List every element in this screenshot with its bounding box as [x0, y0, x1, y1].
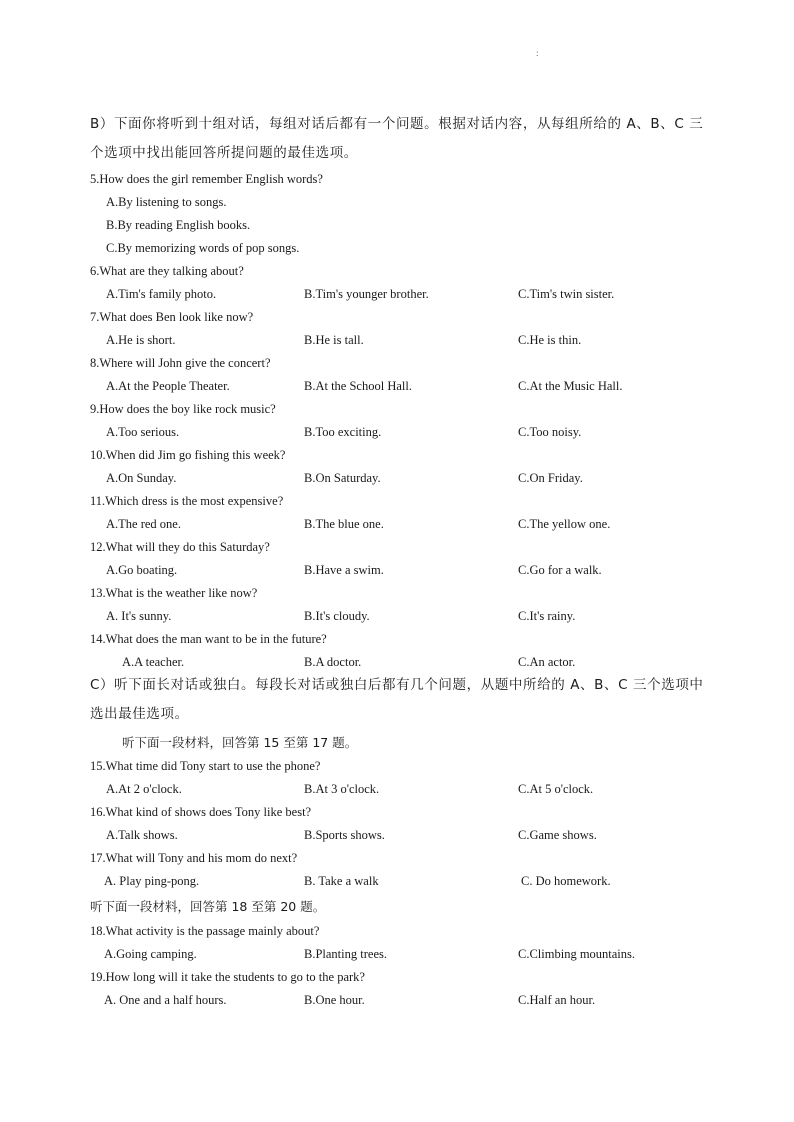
question-19: 19.How long will it take the students to go to the park? [90, 970, 365, 984]
question-6: 6.What are they talking about? [90, 264, 244, 278]
question-14: 14.What does the man want to be in the future? [90, 632, 327, 646]
q9-option-a: A.Too serious. [106, 425, 180, 439]
subsection-1-instructions: 听下面一段材料，回答第 15 至第 17 题。 [122, 735, 358, 750]
q18-option-c: C.Climbing mountains. [518, 947, 636, 961]
q8-option-c: C.At the Music Hall. [518, 379, 623, 393]
section-b-instructions: B）下面你将听到十组对话，每组对话后都有一个问题。根据对话内容，从每组所给的 A、B、C 三个选项中找出能回答所提问题的最佳选项。 [90, 116, 704, 161]
q9-option-c: C.Too noisy. [518, 425, 582, 439]
q18-option-a: A.Going camping. [104, 947, 197, 961]
question-11: 11.Which dress is the most expensive? [90, 494, 284, 508]
q10-option-a: A.On Sunday. [106, 471, 177, 485]
q19-option-c: C.Half an hour. [518, 993, 596, 1007]
section-c-instructions: C）听下面长对话或独白。每段长对话或独白后都有几个问题，从题中所给的 A、B、C 三个选项中选出最佳选项。 [90, 677, 704, 722]
q10-option-c: C.On Friday. [518, 471, 583, 485]
q7-option-c: C.He is thin. [518, 333, 582, 347]
q10-option-b: B.On Saturday. [304, 471, 381, 485]
question-17: 17.What will Tony and his mom do next? [90, 851, 298, 865]
q16-option-c: C.Game shows. [518, 828, 597, 842]
q15-option-b: B.At 3 o'clock. [304, 782, 380, 796]
question-16: 16.What kind of shows does Tony like best? [90, 805, 312, 819]
q17-option-c: C. Do homework. [521, 874, 611, 888]
q18-option-b: B.Planting trees. [304, 947, 387, 961]
q6-option-c: C.Tim's twin sister. [518, 287, 615, 301]
q5-option-c: C.By memorizing words of pop songs. [106, 241, 300, 255]
q17-option-a: A. Play ping-pong. [104, 874, 200, 888]
question-18: 18.What activity is the passage mainly about? [90, 924, 320, 938]
question-12: 12.What will they do this Saturday? [90, 540, 270, 554]
q16-option-b: B.Sports shows. [304, 828, 385, 842]
q16-option-a: A.Talk shows. [106, 828, 178, 842]
question-9: 9.How does the boy like rock music? [90, 402, 276, 416]
q19-option-b: B.One hour. [304, 993, 365, 1007]
q12-option-c: C.Go for a walk. [518, 563, 602, 577]
q8-option-a: A.At the People Theater. [106, 379, 230, 393]
q19-option-a: A. One and a half hours. [104, 993, 227, 1007]
question-8: 8.Where will John give the concert? [90, 356, 271, 370]
q12-option-a: A.Go boating. [106, 563, 178, 577]
subsection-2-instructions: 听下面一段材料，回答第 18 至第 20 题。 [90, 899, 326, 914]
question-5: 5.How does the girl remember English words? [90, 172, 323, 186]
q12-option-b: B.Have a swim. [304, 563, 384, 577]
q14-option-c: C.An actor. [518, 655, 576, 669]
q14-option-a: A.A teacher. [122, 655, 185, 669]
question-15: 15.What time did Tony start to use the phone? [90, 759, 321, 773]
q9-option-b: B.Too exciting. [304, 425, 382, 439]
question-7: 7.What does Ben look like now? [90, 310, 254, 324]
q5-option-b: B.By reading English books. [106, 218, 251, 232]
q6-option-b: B.Tim's younger brother. [304, 287, 429, 301]
q5-option-a: A.By listening to songs. [106, 195, 227, 209]
q11-option-b: B.The blue one. [304, 517, 384, 531]
q7-option-a: A.He is short. [106, 333, 176, 347]
q6-option-a: A.Tim's family photo. [106, 287, 217, 301]
question-10: 10.When did Jim go fishing this week? [90, 448, 286, 462]
question-13: 13.What is the weather like now? [90, 586, 258, 600]
q15-option-a: A.At 2 o'clock. [106, 782, 182, 796]
q11-option-c: C.The yellow one. [518, 517, 611, 531]
q13-option-c: C.It's rainy. [518, 609, 576, 623]
page-mark: : [536, 48, 539, 58]
q15-option-c: C.At 5 o'clock. [518, 782, 594, 796]
q7-option-b: B.He is tall. [304, 333, 364, 347]
q17-option-b: B. Take a walk [304, 874, 379, 888]
q8-option-b: B.At the School Hall. [304, 379, 412, 393]
q14-option-b: B.A doctor. [304, 655, 362, 669]
q13-option-b: B.It's cloudy. [304, 609, 370, 623]
q13-option-a: A. It's sunny. [106, 609, 172, 623]
q11-option-a: A.The red one. [106, 517, 181, 531]
